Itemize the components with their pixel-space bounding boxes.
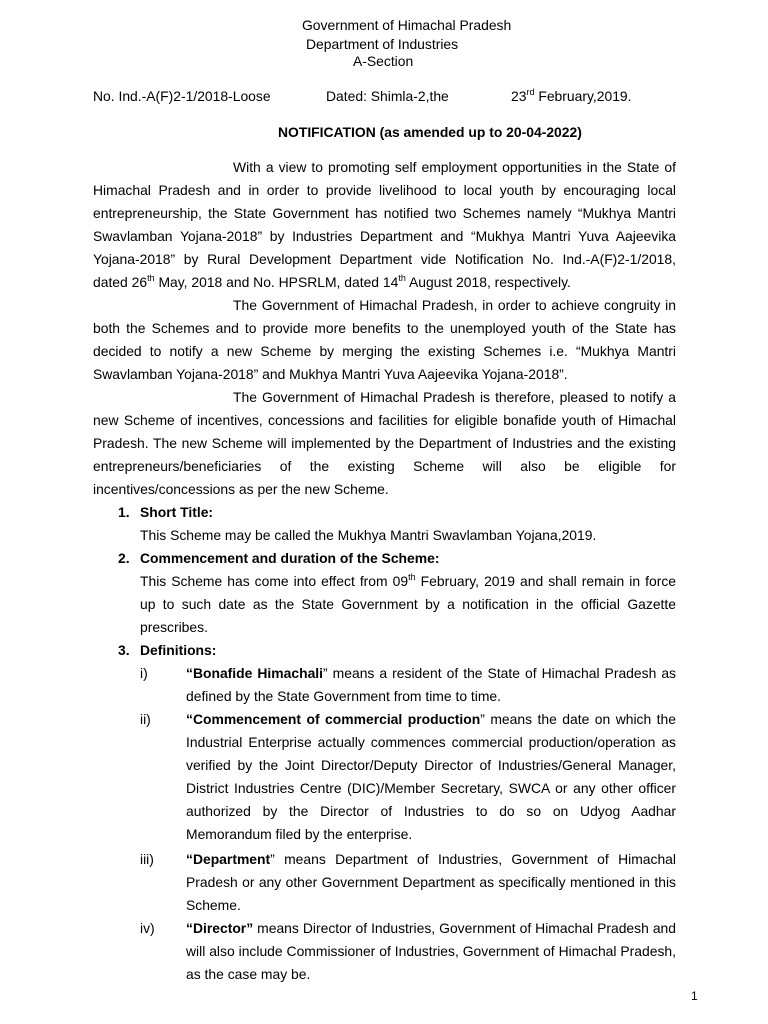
definition-i bbox=[93, 662, 676, 708]
definition-ii-numeral: ii) bbox=[140, 711, 151, 727]
section-2-number: 2. bbox=[118, 550, 130, 566]
notification-date bbox=[511, 88, 632, 104]
paragraph-1-text-b: May, 2018 and No. HPSRLM, dated 14 bbox=[154, 274, 399, 290]
section-1 bbox=[93, 501, 676, 547]
definition-iii-rest: ” means Department of Industries, Government of Himachal Pradesh or any other Government Department as specifically mentioned in this Scheme. bbox=[186, 851, 676, 913]
section-2-text bbox=[140, 570, 676, 639]
definition-ii bbox=[93, 708, 676, 846]
section-1-title: Short Title: bbox=[140, 504, 214, 520]
date-sup: rd bbox=[526, 87, 535, 97]
paragraph-1-text-c: August 2018, respectively. bbox=[405, 274, 571, 290]
reference-number: No. Ind.-A(F)2-1/2018-Loose bbox=[93, 88, 271, 104]
dated-label: Dated: Shimla-2,the bbox=[326, 88, 449, 104]
paragraph-1-sup-1: th bbox=[147, 273, 155, 283]
paragraph-3: The Government of Himachal Pradesh is therefore, pleased to notify a new Scheme of incentives, concessions and facilities for eligible bonafide youth of Himachal Pradesh. The new Scheme will implemented by the Department of Industries and the existing entrepreneurs/beneficiaries of the existing Scheme will also be eligible for incentives/concessions as per the new Scheme. bbox=[93, 389, 676, 497]
definition-iv-text bbox=[186, 917, 676, 986]
definition-i-rest: ” means a resident of the State of Himachal Pradesh as defined by the State Government from time to time. bbox=[186, 665, 676, 704]
section-2 bbox=[93, 547, 676, 639]
header-section: A-Section bbox=[353, 53, 414, 69]
paragraph-1 bbox=[93, 156, 676, 294]
section-1-number: 1. bbox=[118, 504, 130, 520]
definition-iv-rest: means Director of Industries, Government of Himachal Pradesh and will also include Commissioner of Industries, Government of Himachal Pradesh, as the case may be. bbox=[186, 920, 676, 982]
paragraph-1-sup-2: th bbox=[398, 273, 406, 283]
header-department: Department of Industries bbox=[306, 36, 459, 52]
section-2-sup: th bbox=[408, 572, 416, 582]
section-2-text-b: February, 2019 and shall remain in force up to such date as the State Government by a notification in the official Gazette prescribes. bbox=[140, 573, 676, 635]
definition-i-term: “Bonafide Himachali bbox=[186, 665, 324, 681]
intro-paragraphs bbox=[93, 156, 676, 501]
definition-iii-term: “Department bbox=[186, 851, 271, 867]
paragraph-1-text-a: With a view to promoting self employment opportunities in the State of Himachal Pradesh and in order to provide livelihood to local youth by encouraging local entrepreneurship, the State Government has notified two Schemes namely “Mukhya Mantri Swavlamban Yojana-2018” by Industries Department and “Mukhya Mantri Yuva Aajeevika Yojana-2018” by Rural Development Department vide Notification No. Ind.-A(F)2-1/2018, dated 26 bbox=[93, 159, 676, 290]
section-2-text-a: This Scheme has come into effect from 09 bbox=[140, 573, 409, 589]
header-government: Government of Himachal Pradesh bbox=[302, 17, 512, 33]
page-number: 1 bbox=[691, 989, 698, 1003]
definition-iv-numeral: iv) bbox=[140, 920, 155, 936]
section-3 bbox=[93, 639, 676, 662]
date-rest: February,2019. bbox=[534, 88, 632, 104]
definition-ii-rest: ” means the date on which the Industrial Enterprise actually commences commercial production/operation as verified by the Joint Director/Deputy Director of Industries/General Manager, District Industries Centre (DIC)/Member Secretary, SWCA or any other officer authorized by the Director of Industries to do so on Udyog Aadhar Memorandum filed by the enterprise. bbox=[186, 711, 676, 842]
definition-ii-term: “Commencement of commercial production bbox=[186, 711, 481, 727]
definition-iii-numeral: iii) bbox=[140, 851, 154, 867]
date-day: 23 bbox=[511, 88, 527, 104]
definition-i-numeral: i) bbox=[140, 665, 148, 681]
definition-i-text bbox=[186, 662, 676, 708]
definition-iii-text bbox=[186, 848, 676, 917]
definition-ii-text bbox=[186, 708, 676, 846]
section-1-text: This Scheme may be called the Mukhya Mantri Swavlamban Yojana,2019. bbox=[140, 527, 597, 543]
notification-title: NOTIFICATION (as amended up to 20-04-2022) bbox=[278, 124, 582, 140]
definition-iii bbox=[93, 848, 676, 917]
definition-iv bbox=[93, 917, 676, 986]
paragraph-2: The Government of Himachal Pradesh, in order to achieve congruity in both the Schemes and to provide more benefits to the unemployed youth of the State has decided to notify a new Scheme by merging the existing Schemes i.e. “Mukhya Mantri Swavlamban Yojana-2018” and Mukhya Mantri Yuva Aajeevika Yojana-2018”. bbox=[93, 297, 676, 382]
definition-iv-term: “Director” bbox=[186, 920, 254, 936]
section-3-number: 3. bbox=[118, 642, 130, 658]
section-2-title: Commencement and duration of the Scheme: bbox=[140, 550, 440, 566]
section-3-title: Definitions: bbox=[140, 642, 217, 658]
